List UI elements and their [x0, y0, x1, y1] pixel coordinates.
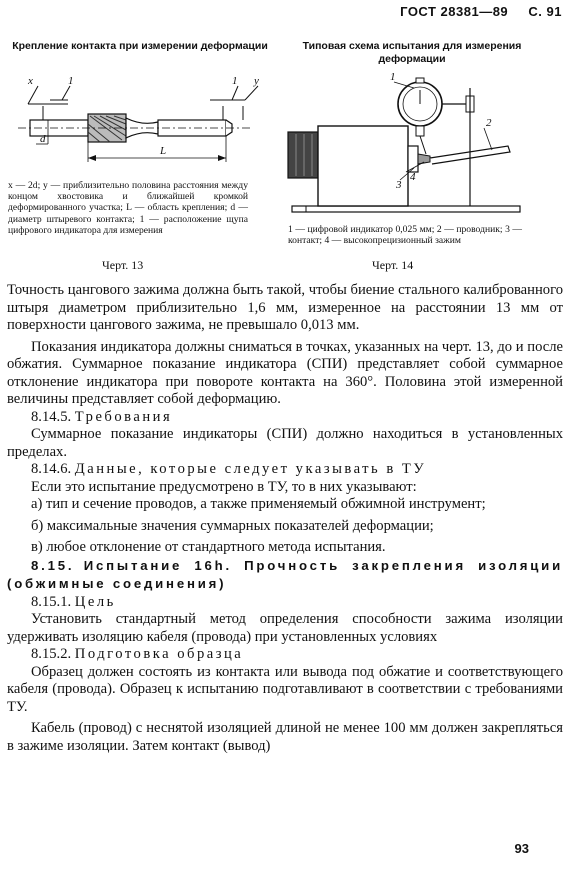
label-y: y [254, 75, 259, 87]
figure13-number: Черт. 13 [102, 258, 144, 272]
label-L: L [160, 145, 167, 157]
paragraph: Образец должен состоять из контакта или вывода под обжатие и соответствующего кабеля (провода). Образец к испытанию подготавливают в соответствии с требованиями ТУ. [7, 663, 563, 715]
paragraph: Показания индикатора должны сниматься в точках, указанных на черт. 13, до и после обжатия. Суммарное показание индикатора (СПИ) представляет собой суммарное отклонение индикатора при повороте контакта на 360°. Половина этой измеренной величины представляет собой деформацию. [7, 338, 563, 407]
section-number: 8.14.6. [31, 461, 72, 477]
section-number: 8.15.1. [31, 593, 72, 610]
label-1-right: 1 [232, 75, 238, 87]
section-title: Требования [74, 408, 173, 425]
paragraph: Кабель (провод) с неснятой изоляцией длиной не менее 100 мм должен закрепляться в зажиме изоляции. Затем контакт (вывод) [7, 720, 563, 754]
paragraph: Точность цангового зажима должна быть такой, чтобы биение стального калиброванного штыря диаметром приблизительно 1,6 мм, измеренное на расстоянии 13 мм от поверхности цангового зажима, не превышало 0,013 мм. [7, 282, 563, 333]
figure13-caption: x — 2d; y — приблизительно половина расстояния между концом хвостовика и ближайшей кромкой деформированного участка; L — область крепления; d — диаметр штыревого контакта; 1 — расположение щупа цифрового индикатора для измерения [8, 180, 248, 236]
section-heading-8-14-5 [7, 409, 563, 427]
figure14-title: Типовая схема испытания для измерения деформации [302, 40, 522, 65]
section-number: 8.14.5. [31, 408, 72, 425]
label-d: d [40, 133, 46, 145]
figure14-caption: 1 — цифровой индикатор 0,025 мм; 2 — проводник; 3 — контакт; 4 — высокопрецизионный зажим [288, 224, 522, 247]
label14-4: 4 [410, 171, 416, 183]
paragraph: Установить стандартный метод определения способности зажима изоляции удерживать изоляцию кабеля (провода) при установленных условиях [7, 611, 563, 645]
figure13-drawing [10, 74, 272, 174]
section-title: Цель [74, 593, 116, 610]
label14-1: 1 [390, 71, 396, 83]
header-page: С. 91 [528, 4, 562, 19]
page-header [400, 4, 562, 19]
standard-number: ГОСТ 28381—89 [400, 4, 509, 19]
list-item-a: а) тип и сечение проводов, а также применяемый обжимной инструмент; [31, 496, 486, 512]
figure14-number: Черт. 14 [372, 258, 414, 272]
label-x: x [28, 75, 33, 87]
section-title: Испытание 16h. Прочность закрепления изоляции (обжимные соединения) [7, 557, 563, 591]
section-title: Подготовка образца [74, 646, 244, 662]
figure14-drawing [286, 70, 532, 220]
body-text [7, 282, 563, 755]
section-heading-8-14-6 [7, 461, 563, 479]
section-heading-8-15-2 [7, 646, 563, 664]
label14-2: 2 [486, 117, 492, 129]
label14-3: 3 [396, 179, 402, 191]
figure13-title: Крепление контакта при измерении деформации [12, 40, 268, 52]
section-number: 8.15.2. [31, 646, 72, 662]
section-number: 8.15. [31, 557, 75, 573]
label-1: 1 [68, 75, 74, 87]
section-title: Данные, которые следует указывать в ТУ [74, 461, 427, 477]
section-heading-8-15-1 [7, 594, 563, 612]
paragraph: Если это испытание предусмотрено в ТУ, то в них указывают: [31, 478, 417, 495]
list-item-b: б) максимальные значения суммарных показателей деформации; [31, 517, 434, 534]
list-item-c: в) любое отклонение от стандартного метода испытания. [31, 539, 386, 555]
page-number: 93 [514, 841, 529, 856]
paragraph: Суммарное показание индикаторы (СПИ) должно находиться в установленных пределах. [7, 426, 563, 460]
section-heading-8-15 [7, 557, 563, 594]
